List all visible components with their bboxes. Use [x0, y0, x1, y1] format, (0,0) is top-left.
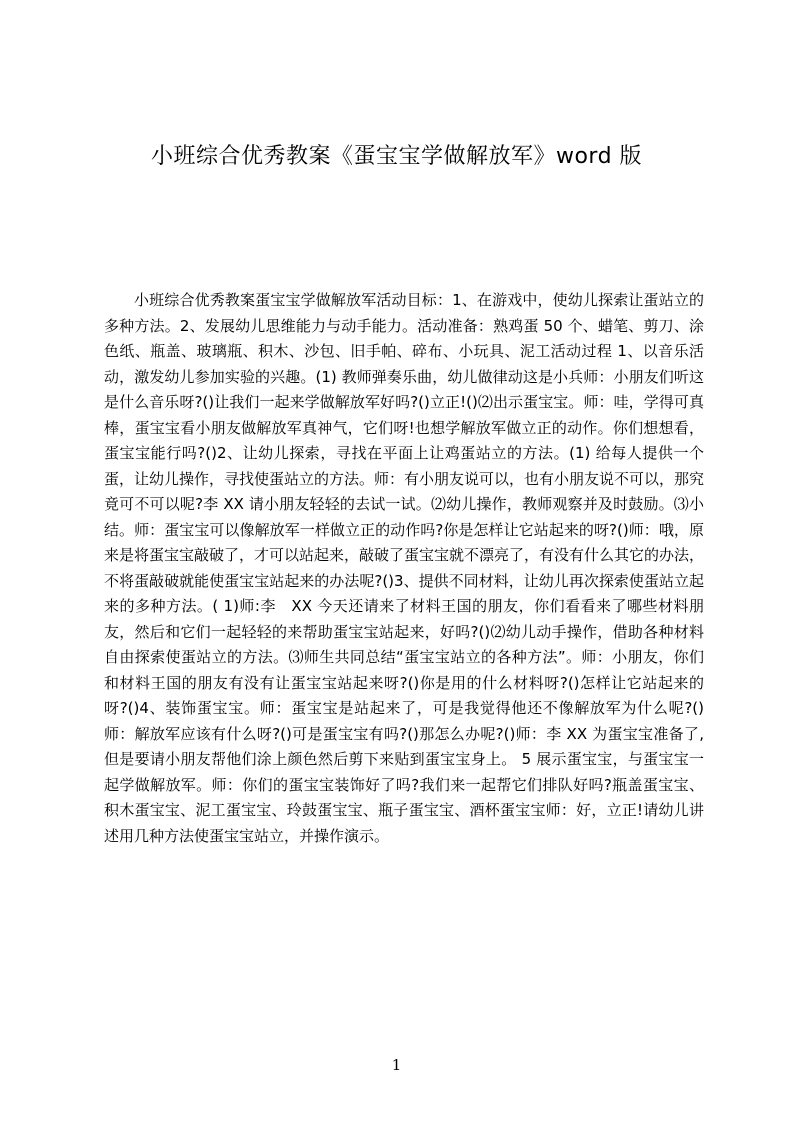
page-number: 1 [391, 1056, 402, 1074]
document-body-paragraph: 小班综合优秀教案蛋宝宝学做解放军活动目标：1、在游戏中，使幼儿探索让蛋站立的多种方法。2、发展幼儿思维能力与动手能力。活动准备：熟鸡蛋 50 个、蜡笔、剪刀、涂色纸、瓶盖、玻璃瓶、积木、沙包、旧手帕、碎布、小玩具、泥工活动过程 1、以音乐活动，激发幼儿参加实验的兴趣。(1) 教师弹奏乐曲，幼儿做律动这是小兵师：小朋友们听这是什么音乐呀?()让我们一起来学做解放军好吗?()立正!()⑵出示蛋宝宝。师：哇，学得可真棒，蛋宝宝看小朋友做解放军真神气，它们呀!也想学解放军做立正的动作。你们想想看，蛋宝宝能行吗?()2、让幼儿探索，寻找在平面上让鸡蛋站立的方法。(1) 给每人提供一个蛋，让幼儿操作，寻找使蛋站立的方法。师：有小朋友说可以，也有小朋友说不可以，那究竟可不可以呢?李 XX 请小朋友轻轻的去试一试。⑵幼儿操作，教师观察并及时鼓励。⑶小结。师：蛋宝宝可以像解放军一样做立正的动作吗?你是怎样让它站起来的呀?()师：哦，原来是将蛋宝宝敲破了，才可以站起来，敲破了蛋宝宝就不漂亮了，有没有什么其它的办法，不将蛋敲破就能使蛋宝宝站起来的办法呢?()3、提供不同材料，让幼儿再次探索使蛋站立起来的多种方法。( 1)师:李 XX 今天还请来了材料王国的朋友，你们看看来了哪些材料朋友，然后和它们一起轻轻的来帮助蛋宝宝站起来，好吗?()⑵幼儿动手操作，借助各种材料自由探索使蛋站立的方法。⑶师生共同总结“蛋宝宝站立的各种方法”。师：小朋友，你们和材料王国的朋友有没有让蛋宝宝站起来呀?()你是用的什么材料呀?()怎样让它站起来的呀?()4、装饰蛋宝宝。师：蛋宝宝是站起来了，可是我觉得他还不像解放军为什么呢?()师：解放军应该有什么呀?()可是蛋宝宝有吗?()那怎么办呢?()师：李 XX 为蛋宝宝准备了,但是要请小朋友帮他们涂上颜色然后剪下来贴到蛋宝宝身上。 5 展示蛋宝宝，与蛋宝宝一起学做解放军。师：你们的蛋宝宝装饰好了吗?我们来一起帮它们排队好吗?瓶盖蛋宝宝、积木蛋宝宝、泥工蛋宝宝、玲鼓蛋宝宝、瓶子蛋宝宝、酒杯蛋宝宝师：好，立正!请幼儿讲述用几种方法使蛋宝宝站立，并操作演示。 [104, 291, 705, 845]
document-title: 小班综合优秀教案《蛋宝宝学做解放军》word 版 [150, 144, 643, 169]
